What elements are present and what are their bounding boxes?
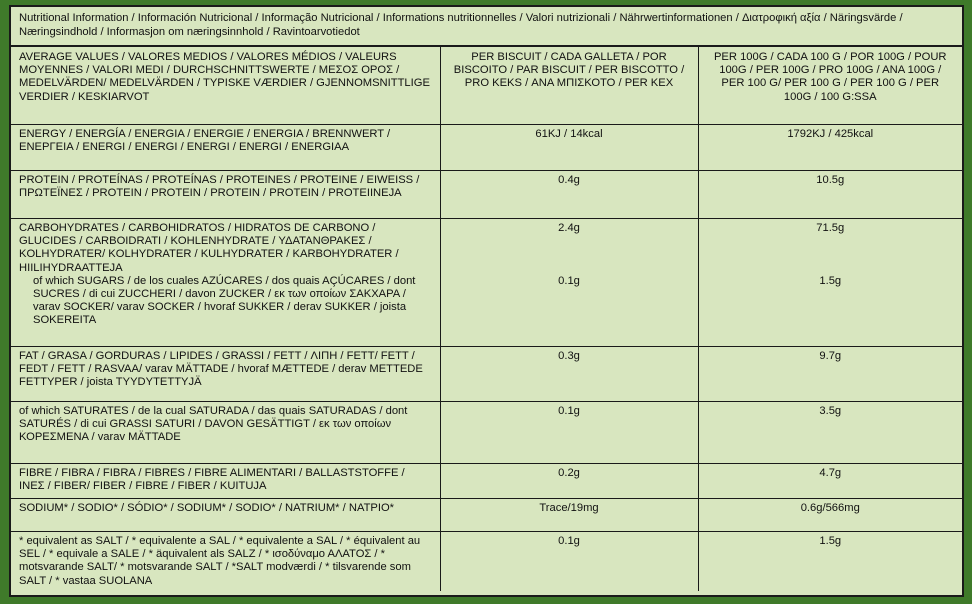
row-per-biscuit: 2.4g [558, 222, 580, 234]
header-per-biscuit: PER BISCUIT / CADA GALLETA / POR BISCOITO / PAR BISCUIT / PER BISCOTTO / PRO KEKS / ΑΝΑ ΜΠΙΣΚΟΤΟ / PER KEX [440, 47, 698, 125]
row-per-100g: 3.5g [698, 402, 962, 464]
row-label-group [11, 219, 440, 347]
row-label: FAT / GRASA / GORDURAS / LIPIDES / GRASSI / FETT / ΛΙΠΗ / FETT/ FETT / FEDT / FETT / RASVAA/ varav MÄTTADE / hvoraf MÆTTEDE / derav METTEDE FETTYPER / joista TYYDYTETTYJÄ [11, 347, 440, 402]
row-label: SODIUM* / SODIO* / SÓDIO* / SODIUM* / SODIO* / NATRIUM* / ΝΑΤΡΙΟ* [11, 499, 440, 532]
row-values-per-biscuit [440, 219, 698, 347]
row-label: FIBRE / FIBRA / FIBRA / FIBRES / FIBRE ALIMENTARI / BALLASTSTOFFE / ΙΝΕΣ / FIBER/ FIBER / FIBRE / FIBER / KUITUJA [11, 464, 440, 499]
table-row-carbohydrates [11, 219, 962, 347]
sub-row-label: of which SUGARS / de los cuales AZÚCARES / dos quais AÇÚCARES / dont SUCRES / di cui ZUCCHERI / davon ZUCKER / εκ των οποίων ΣΑΚΧΑΡΑ / varav SOCKER/ varav SOCKER / hvoraf SUKKER / derav SUKKER / joista SOKEREITA [33, 274, 416, 327]
table-row-fat [11, 347, 962, 402]
sub-row-per-biscuit: 0.1g [558, 275, 580, 288]
row-label: of which SATURATES / de la cual SATURADA / das quais SATURADAS / dont SATURÉS / di cui GRASSI SATURI / DAVON GESÄTTIGT / εκ των οποίων ΚΟΡΕΣΜΕΝΑ / varav MÄTTADE [11, 402, 440, 464]
row-per-100g: 1.5g [698, 532, 962, 591]
row-label: PROTEIN / PROTEÍNAS / PROTEÍNAS / PROTEINES / PROTEINE / EIWEISS / ΠΡΩΤΕΪΝΕΣ / PROTEIN / PROTEIN / PROTEIN / PROTEIN / PROTEIINEJA [11, 171, 440, 219]
header-label: AVERAGE VALUES / VALORES MEDIOS / VALORES MÉDIOS / VALEURS MOYENNES / VALORI MEDI / DURCHSCHNITTSWERTE / ΜΕΣΟΣ ΟΡΟΣ / MEDELVÄRDEN/ MEDELVÄRDEN / TYPISKE VÆRDIER / GJENNOMSNITTLIGE VERDIER / KESKIARVOT [11, 47, 440, 125]
nutrition-panel [9, 5, 964, 597]
header-row [11, 47, 962, 125]
row-per-biscuit: Trace/19mg [440, 499, 698, 532]
table-row-fibre [11, 464, 962, 499]
row-per-100g: 10.5g [698, 171, 962, 219]
row-per-biscuit: 0.2g [440, 464, 698, 499]
table-row-salt [11, 532, 962, 591]
nutrition-table [11, 46, 962, 591]
row-label: * equivalent as SALT / * equivalente a SAL / * equivalente a SAL / * équivalent au SEL / * equivale a SALE / * äquivalent als SALZ / * ισοδύναμο ΑΛΑΤΟΣ / * motsvarande SALT/ * motsvarande SALT / *SALT modværdi / * tilsvarende som SALT / * vastaa SUOLANA [11, 532, 440, 591]
table-row-protein [11, 171, 962, 219]
row-per-biscuit: 0.3g [440, 347, 698, 402]
table-row-saturates [11, 402, 962, 464]
row-per-biscuit: 0.1g [440, 402, 698, 464]
row-per-100g: 71.5g [816, 222, 845, 234]
row-per-100g: 1792KJ / 425kcal [698, 125, 962, 171]
row-values-per-100g [698, 219, 962, 347]
row-label: CARBOHYDRATES / CARBOHIDRATOS / HIDRATOS DE CARBONO / GLUCIDES / CARBOIDRATI / KOHLENHYDRATE / ΥΔΑΤΑΝΘΡΑΚΕΣ / KOLHYDRATER/ KOLHYDRATER / KULHYDRATER / KARBOHYDRATER / HIILIHYDRAATTEJA [19, 222, 399, 274]
row-label: ENERGY / ENERGÍA / ENERGIA / ENERGIE / ENERGIA / BRENNWERT / ΕΝΕΡΓΕΙΑ / ENERGI / ENERGI / ENERGI / ENERGI / ENERGIAA [11, 125, 440, 171]
row-per-100g: 9.7g [698, 347, 962, 402]
header-per-100g: PER 100G / CADA 100 G / POR 100G / POUR 100G / PER 100G / PRO 100G / ANA 100G / PER 100 G/ PER 100 G / PER 100 G / PER 100G / 100 G:SSA [698, 47, 962, 125]
row-per-biscuit: 0.4g [440, 171, 698, 219]
row-per-biscuit: 61KJ / 14kcal [440, 125, 698, 171]
table-row-sodium [11, 499, 962, 532]
sub-row-per-100g: 1.5g [819, 275, 842, 288]
table-row-energy [11, 125, 962, 171]
row-per-100g: 4.7g [698, 464, 962, 499]
panel-title: Nutritional Information / Información Nutricional / Informação Nutricional / Informations nutritionnelles / Valori nutrizionali / Nährwertinformationen / Διατροφική αξία / Näringsvärde / Næringsindhold / Informasjon om næringsinnhold / Ravintoarvotiedot [11, 7, 962, 46]
row-per-biscuit: 0.1g [440, 532, 698, 591]
row-per-100g: 0.6g/566mg [698, 499, 962, 532]
